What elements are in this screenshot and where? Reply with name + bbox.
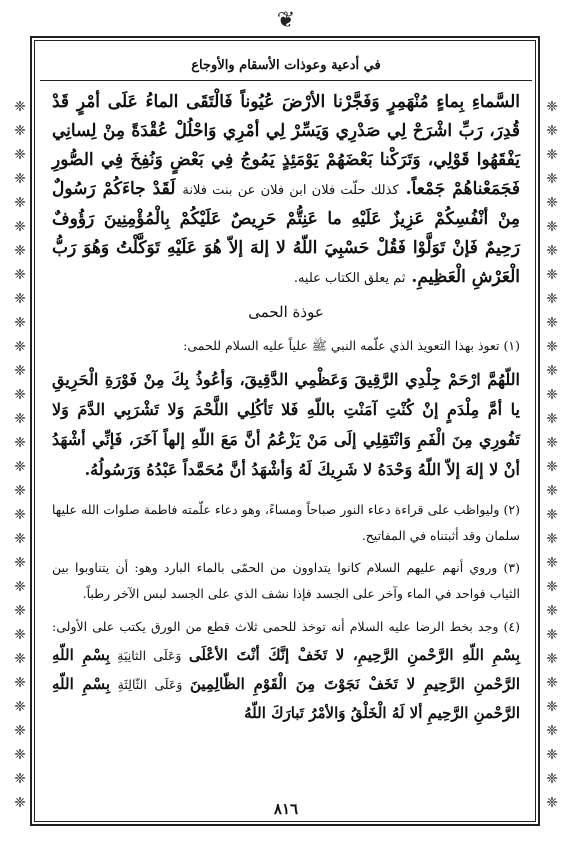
left-ornament-strip: ❈ ❈ ❈ ❈ ❈ ❈ ❈ ❈ ❈ ❈ ❈ ❈ ❈ ❈ ❈ ❈ ❈ ❈ ❈ ❈ ❈ ❈ ❈ ❈ ❈ ❈ ❈ ❈ ❈ ❈ [14,99,26,810]
item3-text: (٣) وروي أنهم عليهم السلام كانوا يتداوون من الحمّى بالماء البارد وهو: أن يتناوبوا بين الثياب فواحد في الماء وآخر على الجسد فإذا نشف الذي على الجسد لبس الآخر رطباً. [52,560,520,601]
item4-first: بِسْمِ اللّهِ الرَّحْمنِ الرَّحِيمِ، لا تَخَفْ إنَّكَ أنْتَ الأعْلَى [188,646,521,664]
page-header: في أدعية وعوذات الأسقام والأوجاع [191,58,381,73]
item1-verse: اللّهُمَّ ارْحَمْ جِلْدِي الرَّقِيقَ وَعَظْمِي الدَّقِيقَ، وَأعُوذُ بِكَ مِنْ فَوْرَةِ الْحَرِيقِ يا أمَّ مِلْدَمٍ إنْ كُنْتِ آمَنْتِ باللّهِ فَلا تَأكُلِي اللَّحْمَ وَلا تَشْرَبِي الدَّمَ وَلا تَفُورِي مِنَ الْفَمِ وَانْتَقِلِي إلَى مَنْ يَزْعُمُ أنَّ مَعَ اللّهِ إلهاً آخَرَ، فَإنِّي أشْهَدُ أنْ لا إلهَ إلاّ اللّهُ وَحْدَهُ لا شَرِيكَ لَهُ وَأشْهَدُ أنَّ مُحَمَّداً عَبْدُهُ وَرَسُولُهُ. [52,370,520,479]
item4 [52,613,520,728]
block1-verse2: لَقَدْ جاءَكُمْ رَسُولٌ مِنْ أنْفُسِكُمْ عَزِيزٌ عَلَيْهِ ما عَنِتُّمْ حَرِيصٌ عَلَيْكُمْ بِالْمُؤْمِنِينَ رَؤُوفٌ رَحِيمٌ فَإنْ تَوَلَّوْا فَقُلْ حَسْبِيَ اللّهُ لا إلهَ إلاّ هُوَ عَلَيْهِ تَوَكَّلْتُ وَهُوَ رَبُّ الْعَرْشِ الْعَظِيمِ. [52,179,520,287]
item1-intro: (١) تعوذ بهذا التعويذ الذي علّمه النبي ﷺ علياً عليه السلام للحمى: [183,338,520,353]
item4-second-label: وَعَلَى الثانِيَةِ [117,648,182,663]
item4-second: بِسْمِ اللّهِ الرَّحْمنِ الرَّحِيمِ لا تَخَفْ نَجَوْتَ مِنَ الْقَوْمِ الظّالِمِينَ [52,646,521,693]
header-divider [40,80,532,81]
block1-verse: السَّماءِ بِماءٍ مُنْهَمِرٍ وَفَجَّرْنا الأرْضَ عُيُوناً فَالْتَقَى الماءُ عَلَى أمْرٍ قَدْ قُدِرَ، رَبِّ اشْرَحْ لِي صَدْرِي وَيَسِّرْ لِي أمْرِي وَاحْلُلْ عُقْدَةً مِنْ لِسانِي يَفْقَهُوا قَوْلِي، وَتَرَكْنا بَعْضَهُمْ يَوْمَئِذٍ يَمُوجُ فِي بَعْضٍ وَنُفِخَ فِي الصُّورِ فَجَمَعْناهُمْ جَمْعاً. [52,92,521,199]
item4-third-label: وَعَلَى الثّالِثَةِ [117,677,183,692]
item2-text: (٢) وليواظب على قراءة دعاء النور صباحاً ومساءً، وهو دعاء علّمته فاطمة صلوات الله عليها سلمان وقد أثبتناه في المفاتيح. [52,502,520,543]
block1-note1: كذلك حلّت فلان ابن فلان عن بنت فلانة [182,183,399,198]
page-number: ٨١٦ [273,800,299,818]
item4-third: بِسْمِ اللّهِ الرَّحْمنِ الرَّحِيمِ ألا لَهُ الْخَلْقُ وَالأمْرُ تَبارَكَ اللّهُ [52,675,520,722]
right-ornament-strip: ❈ ❈ ❈ ❈ ❈ ❈ ❈ ❈ ❈ ❈ ❈ ❈ ❈ ❈ ❈ ❈ ❈ ❈ ❈ ❈ ❈ ❈ ❈ ❈ ❈ ❈ ❈ ❈ ❈ ❈ [546,99,558,810]
item4-intro: (٤) وجد بخط الرضا عليه السلام أنه توخذ للحمى ثلاث قطع من الورق يكتب على الأولى: [52,619,520,634]
section-title: عوذة الحمى [248,303,324,321]
top-ornament: ❦ [276,8,296,33]
page-content [52,88,520,728]
block1 [52,88,520,293]
block1-note2: ثم يعلق الكتاب عليه. [293,271,406,286]
